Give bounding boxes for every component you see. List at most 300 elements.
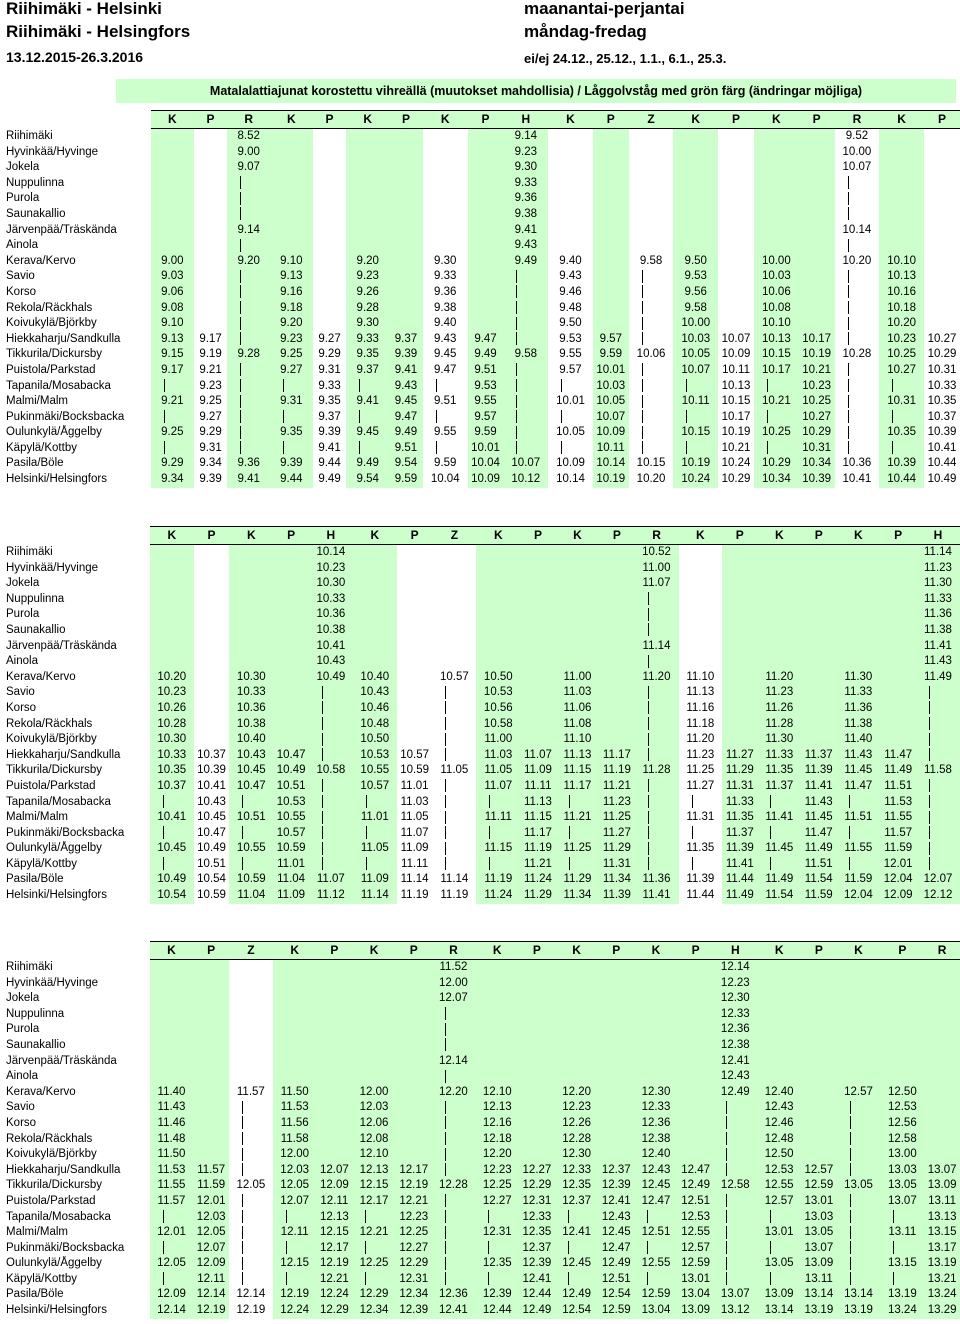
- departure-time: 10.28: [150, 717, 194, 733]
- departure-time: 11.57: [193, 1163, 229, 1179]
- departure-time: [194, 576, 230, 592]
- pass-line-icon: [850, 1257, 851, 1270]
- departure-time: 11.09: [353, 872, 397, 888]
- departure-time: [476, 654, 520, 670]
- pass-through-marker: [837, 1225, 881, 1241]
- departure-time: [352, 1007, 396, 1023]
- departure-time: [837, 1038, 881, 1054]
- pass-through-marker: [503, 301, 548, 317]
- pass-through-marker: [352, 1241, 396, 1257]
- station-row: [6, 592, 960, 608]
- departure-time: 13.15: [880, 1256, 924, 1272]
- pass-line-icon: [642, 301, 643, 314]
- departure-time: 12.34: [352, 1303, 396, 1319]
- departure-time: 11.07: [520, 748, 555, 764]
- pass-line-icon: [848, 363, 849, 376]
- station-name: Pasila/Böle: [6, 873, 64, 886]
- departure-time: [836, 592, 880, 608]
- departure-time: 9.14: [503, 129, 548, 145]
- pass-line-icon: [648, 592, 649, 605]
- pass-through-marker: [635, 701, 679, 717]
- pass-through-marker: [635, 623, 679, 639]
- departure-time: [229, 991, 273, 1007]
- departure-time: [193, 976, 229, 992]
- departure-time: [673, 145, 718, 161]
- departure-time: 10.33: [150, 748, 194, 764]
- departure-time: 10.33: [927, 379, 957, 392]
- pass-line-icon: [892, 379, 893, 392]
- departure-time: 10.23: [309, 561, 353, 577]
- header-spacer: [6, 942, 150, 960]
- pass-line-icon: [445, 1101, 446, 1114]
- pass-line-icon: [648, 857, 649, 870]
- departure-time: 10.47: [197, 826, 226, 839]
- departure-time: 11.31: [599, 857, 634, 873]
- departure-time: [673, 238, 718, 254]
- departure-time: 10.43: [309, 654, 353, 670]
- pass-line-icon: [163, 1272, 164, 1285]
- departure-time: [924, 1132, 960, 1148]
- departure-time: 9.03: [151, 269, 194, 285]
- station-row: [6, 1085, 960, 1101]
- train-type-cell: H: [713, 942, 757, 960]
- departure-time: [599, 1069, 635, 1085]
- pass-through-marker: [713, 1225, 757, 1241]
- station-name: Tikkurila/Dickursby: [6, 348, 103, 361]
- station-name: Rekola/Räckhals: [6, 301, 93, 314]
- pass-line-icon: [648, 701, 649, 714]
- departure-time: 12.44: [519, 1287, 555, 1303]
- pass-through-marker: [713, 1194, 757, 1210]
- departure-time: 12.54: [555, 1303, 599, 1319]
- departure-time: [270, 191, 313, 207]
- departure-time: [352, 976, 396, 992]
- departure-time: [801, 1132, 837, 1148]
- station-row: [6, 176, 960, 192]
- train-type-cell: R: [924, 942, 960, 960]
- station-row: [6, 1210, 960, 1226]
- pass-line-icon: [648, 623, 649, 636]
- pass-line-icon: [240, 239, 241, 252]
- pass-through-marker: [879, 441, 924, 457]
- departure-time: [476, 639, 520, 655]
- departure-time: 12.55: [757, 1178, 801, 1194]
- departure-time: [194, 717, 230, 733]
- departure-time: [150, 561, 194, 577]
- departure-time: 10.09: [593, 425, 629, 441]
- departure-time: 12.43: [713, 1069, 757, 1085]
- departure-time: 11.01: [353, 810, 397, 826]
- departure-time: [678, 960, 714, 976]
- pass-line-icon: [848, 395, 849, 408]
- departure-time: [879, 145, 924, 161]
- departure-time: 12.41: [519, 1272, 555, 1288]
- train-type-cell: H: [503, 111, 548, 129]
- departure-time: 12.27: [475, 1194, 519, 1210]
- train-type-cell: R: [635, 527, 679, 545]
- departure-time: [229, 976, 273, 992]
- departure-time: 11.23: [599, 795, 634, 811]
- departure-time: 10.25: [799, 394, 835, 410]
- departure-time: 9.25: [151, 425, 194, 441]
- departure-time: [193, 1132, 229, 1148]
- pass-through-marker: [227, 269, 270, 285]
- pass-line-icon: [726, 1272, 727, 1285]
- departure-time: 9.17: [199, 332, 222, 345]
- departure-time: 10.40: [229, 732, 273, 748]
- departure-time: 13.03: [880, 1163, 924, 1179]
- departure-time: [468, 207, 504, 223]
- departure-time: 9.13: [151, 332, 194, 348]
- pass-through-marker: [629, 285, 674, 301]
- pass-through-marker: [837, 1163, 881, 1179]
- pass-line-icon: [770, 857, 771, 870]
- departure-time: [468, 316, 504, 332]
- pass-line-icon: [242, 1116, 243, 1129]
- pass-through-marker: [227, 238, 270, 254]
- departure-time: 11.51: [836, 810, 880, 826]
- departure-time: [924, 1007, 960, 1023]
- pass-through-marker: [227, 441, 270, 457]
- pass-line-icon: [240, 207, 241, 220]
- departure-time: [397, 623, 433, 639]
- departure-time: [757, 545, 801, 561]
- departure-time: [270, 129, 313, 145]
- departure-time: 11.31: [722, 779, 757, 795]
- departure-time: [599, 717, 634, 733]
- departure-time: 11.07: [635, 576, 679, 592]
- departure-time: 10.41: [842, 473, 872, 486]
- departure-time: 12.05: [193, 1225, 229, 1241]
- station-name: Käpylä/Kottby: [6, 1272, 77, 1285]
- departure-time: [273, 545, 309, 561]
- departure-time: 12.57: [678, 1241, 714, 1257]
- departure-time: [313, 223, 347, 239]
- pass-through-marker: [432, 1147, 476, 1163]
- departure-time: 9.34: [151, 472, 194, 488]
- departure-time: [555, 1022, 599, 1038]
- departure-time: 10.13: [721, 379, 751, 392]
- departure-time: 12.43: [599, 1210, 635, 1226]
- departure-time: [150, 960, 194, 976]
- station-row: [6, 826, 960, 842]
- pass-through-marker: [635, 607, 679, 623]
- departure-time: 11.09: [520, 763, 555, 779]
- train-type-cell: K: [673, 111, 718, 129]
- departure-time: 9.41: [346, 394, 389, 410]
- station-name: Saunakallio: [6, 207, 66, 220]
- pass-through-marker: [634, 1272, 678, 1288]
- station-row: [6, 456, 960, 472]
- departure-time: [313, 176, 347, 192]
- pass-line-icon: [322, 733, 323, 746]
- departure-time: 12.03: [352, 1100, 396, 1116]
- departure-time: 10.30: [150, 732, 194, 748]
- pass-through-marker: [229, 826, 273, 842]
- pass-through-marker: [835, 363, 880, 379]
- departure-time: [270, 160, 313, 176]
- departure-time: 12.35: [519, 1225, 555, 1241]
- departure-time: [836, 607, 880, 623]
- departure-time: [273, 561, 309, 577]
- station-name: Tapanila/Mosabacka: [6, 379, 111, 392]
- pass-line-icon: [648, 686, 649, 699]
- pass-through-marker: [635, 717, 679, 733]
- pass-line-icon: [163, 857, 164, 870]
- departure-time: [718, 223, 754, 239]
- departure-time: 9.43: [559, 270, 582, 283]
- pass-line-icon: [929, 795, 930, 808]
- departure-time: [678, 1132, 714, 1148]
- pass-through-marker: [503, 379, 548, 395]
- departure-time: [799, 176, 835, 192]
- pass-through-marker: [227, 410, 270, 426]
- departure-time: [678, 1147, 714, 1163]
- departure-time: 13.11: [924, 1194, 960, 1210]
- departure-time: 9.30: [503, 160, 548, 176]
- departure-time: 13.21: [924, 1272, 960, 1288]
- pass-line-icon: [850, 1163, 851, 1176]
- departure-time: 12.41: [432, 1303, 476, 1319]
- departure-time: 12.41: [555, 1225, 599, 1241]
- departure-time: [924, 1038, 960, 1054]
- departure-time: [273, 1038, 317, 1054]
- departure-time: [519, 1022, 555, 1038]
- pass-line-icon: [365, 1241, 366, 1254]
- departure-time: [396, 1100, 432, 1116]
- station-name: Nuppulinna: [6, 1007, 65, 1020]
- departure-time: 12.36: [432, 1287, 476, 1303]
- departure-time: [679, 545, 723, 561]
- station-row: [6, 191, 960, 207]
- departure-time: 11.43: [916, 654, 960, 670]
- departure-time: [593, 254, 629, 270]
- pass-through-marker: [352, 1272, 396, 1288]
- departure-time: [555, 991, 599, 1007]
- departure-time: 12.01: [193, 1194, 229, 1210]
- train-type-cell: Z: [229, 942, 273, 960]
- departure-time: 10.23: [879, 332, 924, 348]
- departure-time: [194, 685, 230, 701]
- departure-time: 12.49: [599, 1256, 635, 1272]
- departure-time: 10.07: [721, 332, 751, 345]
- departure-time: [924, 254, 960, 270]
- departure-time: [634, 991, 678, 1007]
- departure-time: 9.28: [346, 301, 389, 317]
- pass-through-marker: [503, 425, 548, 441]
- departure-time: 8.52: [227, 129, 270, 145]
- departure-time: 10.36: [842, 457, 872, 470]
- departure-time: [679, 576, 723, 592]
- departure-time: [151, 160, 194, 176]
- departure-time: 12.53: [757, 1163, 801, 1179]
- train-type-row: [6, 527, 960, 545]
- pass-line-icon: [445, 1194, 446, 1207]
- pass-through-marker: [556, 857, 600, 873]
- pass-through-marker: [673, 379, 718, 395]
- departure-time: 12.04: [880, 872, 916, 888]
- departure-time: [432, 639, 476, 655]
- departure-time: 9.59: [593, 347, 629, 363]
- pass-through-marker: [432, 826, 476, 842]
- departure-time: [193, 1007, 229, 1023]
- route-title-fi: Riihimäki - Helsinki: [6, 0, 162, 18]
- departure-time: [880, 623, 916, 639]
- days-fi: maanantai-perjantai: [524, 0, 685, 18]
- pass-through-marker: [227, 363, 270, 379]
- departure-time: [599, 960, 635, 976]
- departure-time: [229, 576, 273, 592]
- departure-time: [836, 545, 880, 561]
- departure-time: [468, 223, 504, 239]
- departure-time: [229, 639, 273, 655]
- departure-time: 9.53: [559, 332, 582, 345]
- pass-through-marker: [629, 363, 674, 379]
- pass-through-marker: [916, 795, 960, 811]
- pass-line-icon: [770, 1241, 771, 1254]
- departure-time: 10.17: [721, 410, 751, 423]
- departure-time: 10.01: [556, 395, 585, 408]
- departure-time: [273, 1069, 317, 1085]
- pass-line-icon: [642, 441, 643, 454]
- departure-time: 12.09: [150, 1287, 194, 1303]
- station-row: [6, 238, 960, 254]
- train-type-row: [6, 942, 960, 960]
- pass-through-marker: [713, 1163, 757, 1179]
- departure-time: 12.17: [317, 1241, 353, 1257]
- departure-time: 13.07: [713, 1287, 757, 1303]
- pass-through-marker: [836, 826, 880, 842]
- departure-time: [556, 545, 600, 561]
- departure-time: 12.33: [519, 1210, 555, 1226]
- departure-time: 12.47: [634, 1194, 678, 1210]
- departure-time: 10.04: [430, 473, 460, 486]
- departure-time: 9.51: [389, 441, 423, 457]
- departure-time: 13.15: [924, 1225, 960, 1241]
- pass-through-marker: [835, 176, 880, 192]
- pass-through-marker: [432, 748, 476, 764]
- station-row: [6, 269, 960, 285]
- pass-through-marker: [757, 826, 801, 842]
- station-name: Purola: [6, 608, 40, 621]
- departure-time: 12.05: [236, 1179, 266, 1192]
- pass-line-icon: [286, 1272, 287, 1285]
- pass-through-marker: [835, 441, 880, 457]
- station-row: [6, 1022, 960, 1038]
- departure-time: [194, 145, 228, 161]
- departure-time: 9.27: [199, 410, 222, 423]
- departure-time: 9.37: [346, 363, 389, 379]
- departure-time: [150, 654, 194, 670]
- pass-through-marker: [432, 1116, 476, 1132]
- station-row: [6, 1225, 960, 1241]
- pass-line-icon: [445, 779, 446, 792]
- departure-time: 10.53: [476, 685, 520, 701]
- pass-line-icon: [929, 748, 930, 761]
- departure-time: 9.58: [503, 347, 548, 363]
- departure-time: [757, 1069, 801, 1085]
- departure-time: 9.54: [346, 472, 389, 488]
- departure-time: [757, 1054, 801, 1070]
- departure-time: [520, 576, 555, 592]
- departure-time: [678, 1100, 714, 1116]
- departure-time: [193, 1116, 229, 1132]
- departure-time: [468, 176, 504, 192]
- departure-time: [346, 191, 389, 207]
- departure-time: 11.51: [801, 857, 836, 873]
- pass-through-marker: [309, 701, 353, 717]
- departure-time: 12.33: [555, 1163, 599, 1179]
- pass-line-icon: [516, 363, 517, 376]
- departure-time: 9.49: [389, 425, 423, 441]
- departure-time: [476, 545, 520, 561]
- pass-line-icon: [647, 1241, 648, 1254]
- station-row: [6, 1132, 960, 1148]
- pass-through-marker: [423, 410, 468, 426]
- departure-time: 9.29: [318, 348, 341, 361]
- departure-time: [519, 1054, 555, 1070]
- station-row: [6, 207, 960, 223]
- departure-time: 10.09: [556, 457, 585, 470]
- departure-time: 12.49: [519, 1303, 555, 1319]
- departure-time: [548, 207, 593, 223]
- header-right: [524, 0, 726, 70]
- departure-time: 11.55: [150, 1178, 194, 1194]
- departure-time: [754, 129, 799, 145]
- departure-time: 10.29: [721, 473, 751, 486]
- pass-through-marker: [273, 1210, 317, 1226]
- pass-line-icon: [445, 826, 446, 839]
- departure-time: 11.17: [520, 826, 555, 842]
- station-row: [6, 779, 960, 795]
- departure-time: 10.51: [197, 857, 226, 870]
- departure-time: [599, 1116, 635, 1132]
- departure-time: [673, 191, 718, 207]
- departure-time: [593, 207, 629, 223]
- departure-time: 11.15: [556, 763, 600, 779]
- departure-time: [193, 1085, 229, 1101]
- departure-time: [273, 654, 309, 670]
- departure-time: 12.25: [475, 1178, 519, 1194]
- departure-time: 9.49: [318, 473, 341, 486]
- departure-time: 9.10: [270, 254, 313, 270]
- departure-time: 10.46: [353, 701, 397, 717]
- departure-time: 11.21: [520, 857, 555, 873]
- departure-time: [396, 1054, 432, 1070]
- pass-line-icon: [445, 1241, 446, 1254]
- pass-line-icon: [445, 686, 446, 699]
- departure-time: 12.19: [273, 1287, 317, 1303]
- station-row: [6, 717, 960, 733]
- departure-time: 10.44: [927, 457, 957, 470]
- departure-time: [346, 176, 389, 192]
- departure-time: 9.28: [227, 347, 270, 363]
- departure-time: 13.05: [757, 1256, 801, 1272]
- station-name: Kerava/Kervo: [6, 254, 76, 267]
- station-name: Koivukylä/Björkby: [6, 317, 97, 330]
- departure-time: 9.50: [673, 254, 718, 270]
- pass-through-marker: [837, 1272, 881, 1288]
- train-type-cell: K: [150, 942, 194, 960]
- pass-line-icon: [850, 1272, 851, 1285]
- pass-line-icon: [642, 332, 643, 345]
- pass-through-marker: [880, 1241, 924, 1257]
- departure-time: [634, 1022, 678, 1038]
- departure-time: [924, 285, 960, 301]
- station-name: Hyvinkää/Hyvinge: [6, 561, 99, 574]
- departure-time: 11.09: [273, 888, 309, 904]
- departure-time: 12.37: [599, 1163, 635, 1179]
